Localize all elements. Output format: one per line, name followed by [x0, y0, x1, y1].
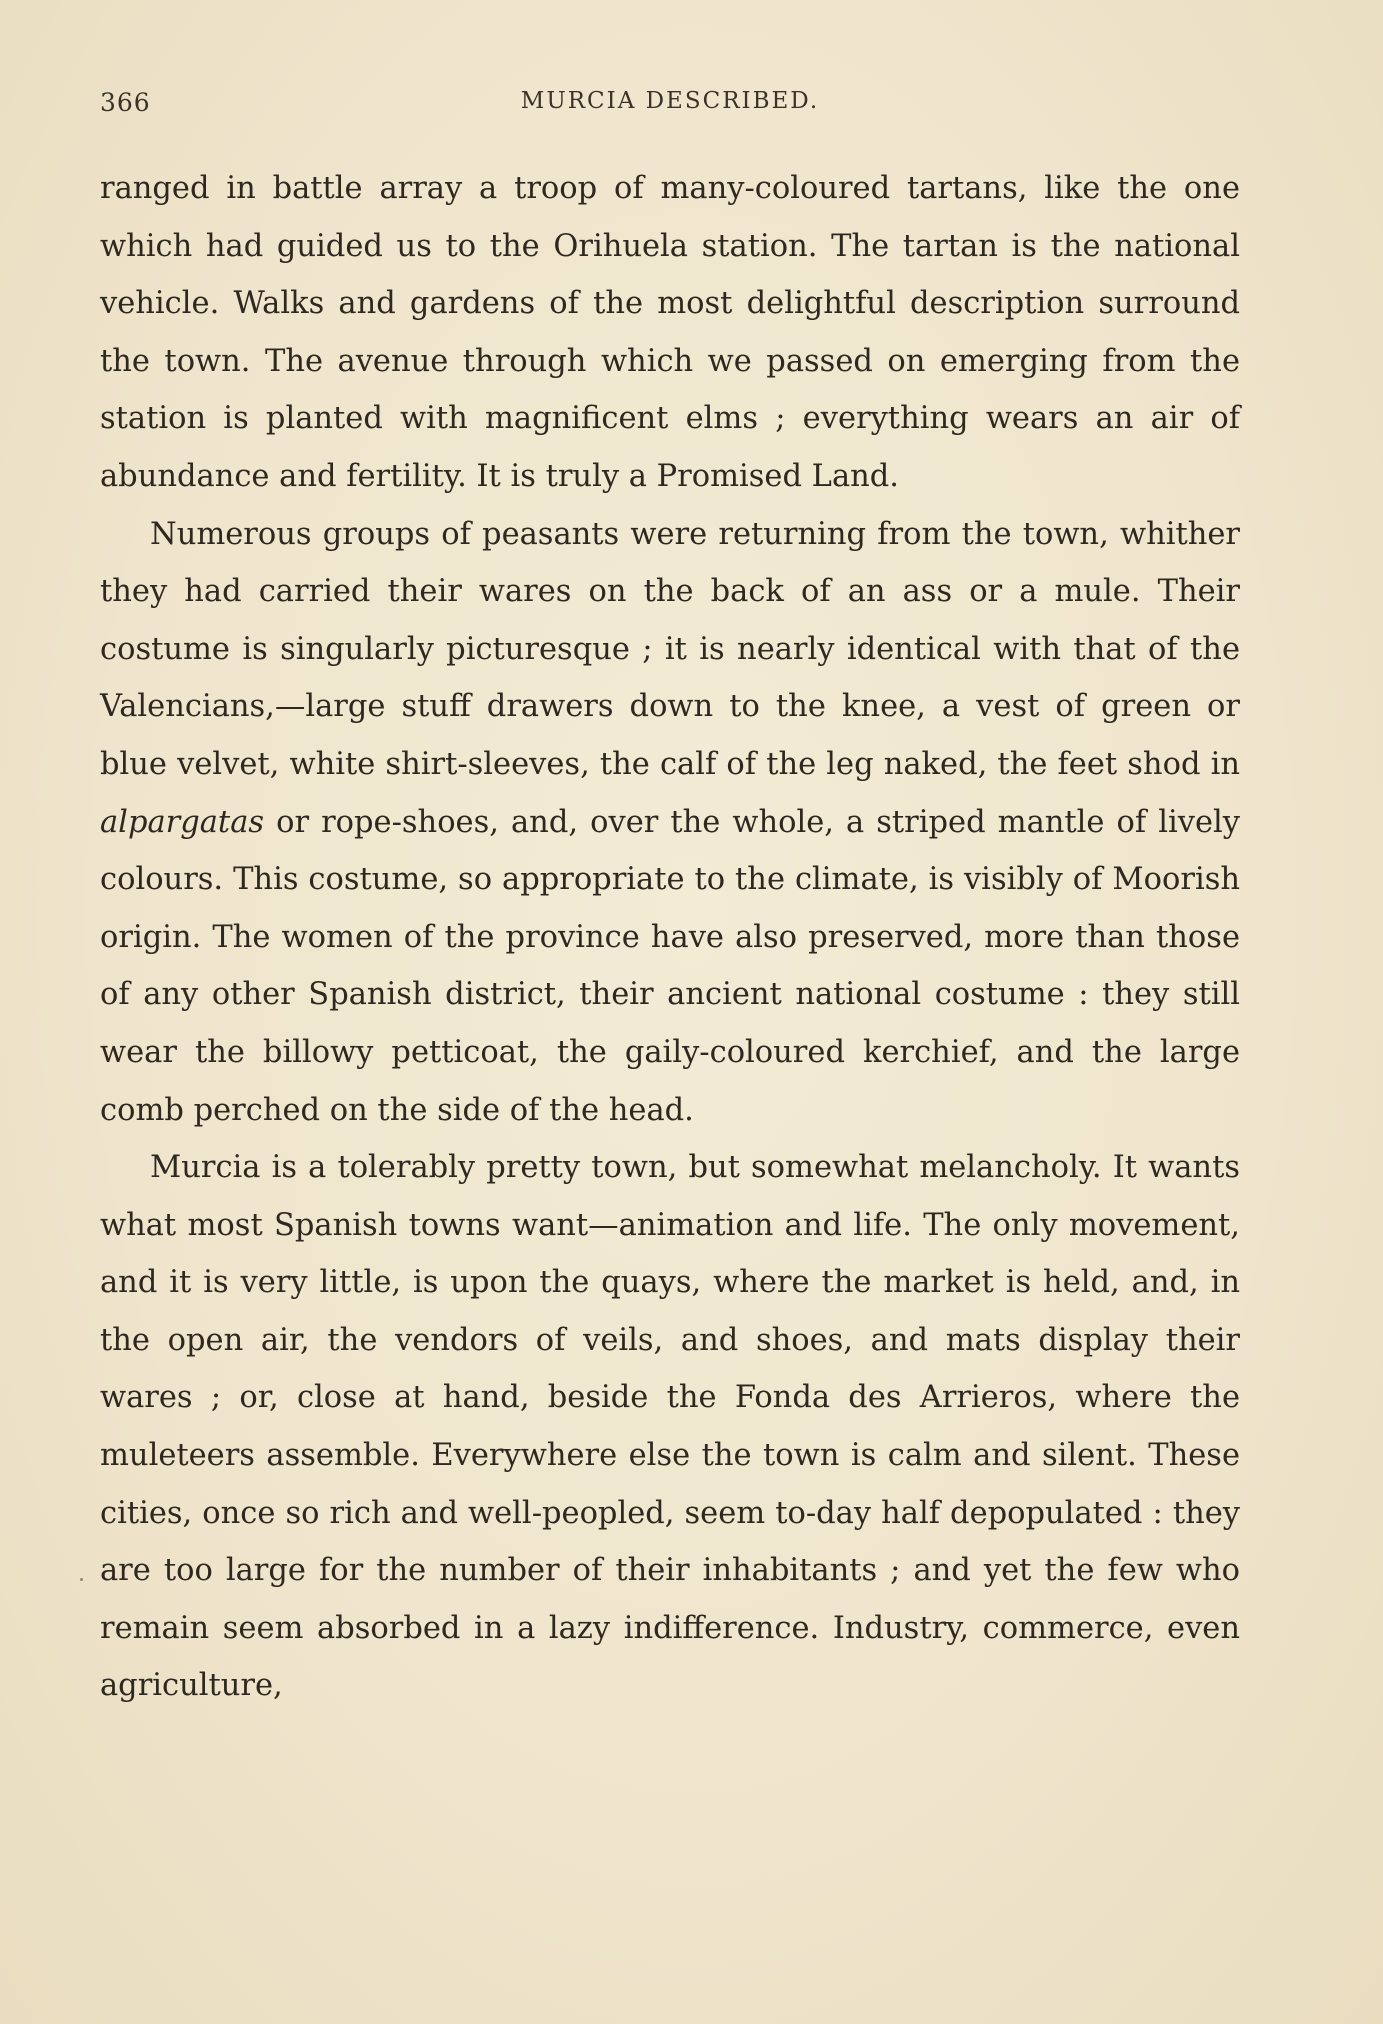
- paragraph: [100, 1139, 1240, 1715]
- running-title: MURCIA DESCRIBED.: [520, 88, 820, 114]
- body-text: [100, 160, 1240, 1715]
- text-segment: ranged in battle array a troop of many-coloured tartans, like the one which had guided us to the Orihuela station. The tartan is the national vehicle. Walks and gardens of the most delightful description surround the town. The avenue through which we passed on emerging from the station is planted with magnificent elms ; everything wears an air of abundance and fertility. It is truly a Promised Land.: [100, 171, 1240, 494]
- margin-mark: [80, 1578, 83, 1581]
- italic-term: alpargatas: [100, 804, 265, 840]
- page-header: [100, 88, 1240, 128]
- text-segment: Numerous groups of peasants were returning from the town, whither they had carried their wares on the back of an ass or a mule. Their costume is singularly picturesque ; it is nearly identical with that of the Valencians,—large stuff drawers down to the knee, a vest of green or blue velvet, white shirt-sleeves, the calf of the leg naked, the feet shod in: [100, 516, 1240, 782]
- text-segment: Murcia is a tolerably pretty town, but somewhat melancholy. It wants what most Spanish towns want—animation and life. The only movement, and it is very little, is upon the quays, where the market is held, and, in the open air, the vendors of veils, and shoes, and mats display their wares ; or, close at hand, beside the Fonda des Arrieros, where the muleteers assemble. Everywhere else the town is calm and silent. These cities, once so rich and well-peopled, seem to-day half depopulated : they are too large for the number of their inhabitants ; and yet the few who remain seem absorbed in a lazy indifference. Industry, commerce, even agriculture,: [100, 1150, 1240, 1704]
- page-number: 366: [100, 88, 151, 117]
- paragraph: [100, 506, 1240, 1140]
- paragraph: [100, 160, 1240, 506]
- text-segment: or rope-shoes, and, over the whole, a striped mantle of lively colours. This costume, so appropriate to the climate, is visibly of Moorish origin. The women of the province have also preserved, more than those of any other Spanish district, their ancient national costume : they still wear the billowy petticoat, the gaily-coloured kerchief, and the large comb perched on the side of the head.: [100, 804, 1240, 1128]
